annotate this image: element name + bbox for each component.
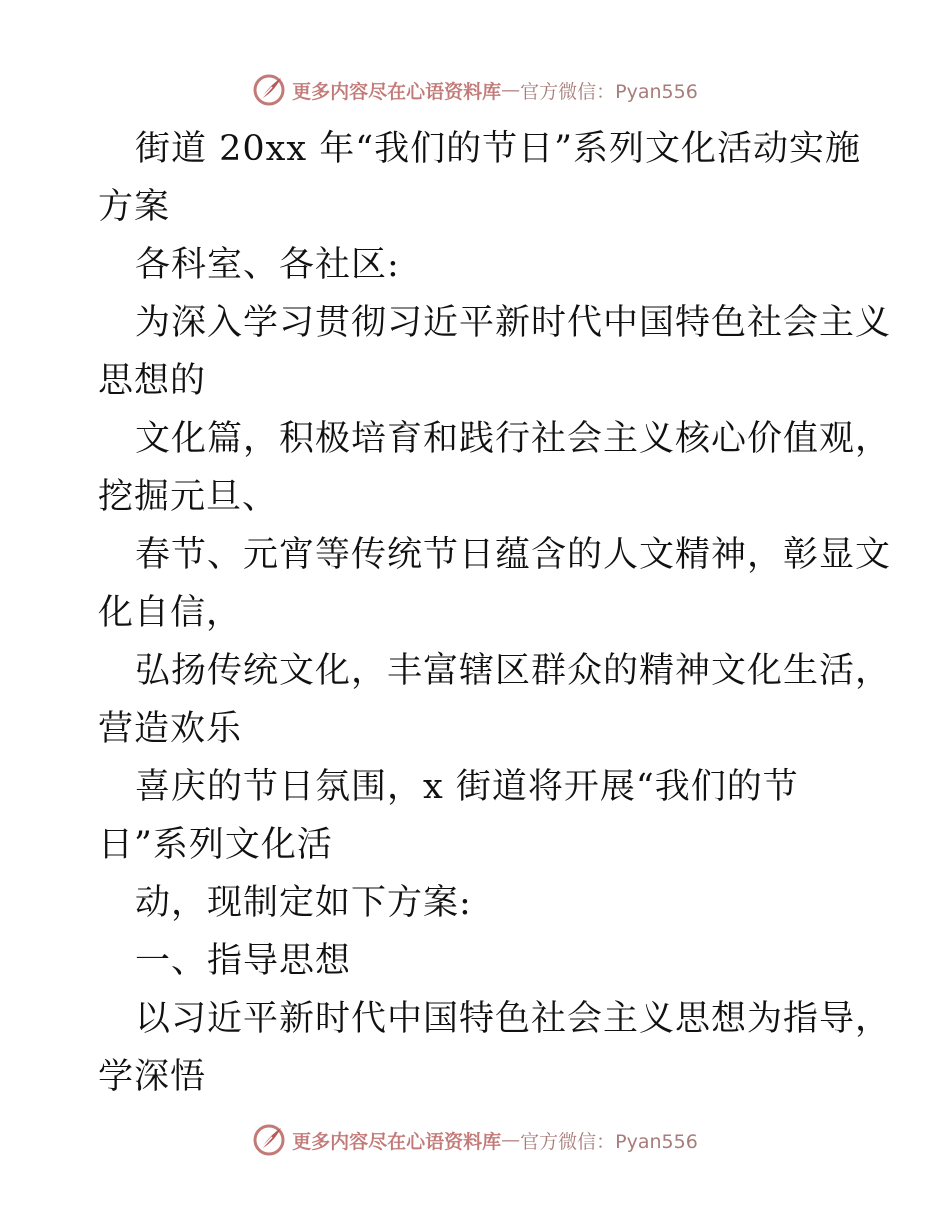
paragraph-line: 弘扬传统文化，丰富辖区群众的精神文化生活， [135, 651, 892, 691]
paragraph-line: 动，现制定如下方案: [135, 883, 472, 923]
header-watermark-banner [0, 70, 950, 110]
paragraph-line: 挖掘元旦、 [98, 477, 279, 517]
paragraph-line: 以习近平新时代中国特色社会主义思想为指导， [135, 999, 892, 1039]
banner-site-text: 更多内容尽在心语资料库 [292, 1130, 502, 1153]
paragraph-line: 化自信， [98, 593, 243, 633]
banner-wechat-text: 官方微信：Pyan556 [520, 1130, 698, 1153]
paragraph-line: 文化篇，积极培育和践行社会主义核心价值观， [135, 419, 892, 459]
paragraph-line: 春节、元宵等传统节日蕴含的人文精神，彰显文 [135, 535, 892, 575]
footer-watermark-banner [0, 1120, 950, 1160]
paragraph-line: 方案 [98, 187, 171, 227]
paragraph-line: 一、指导思想 [135, 941, 352, 981]
banner-wechat-text: 官方微信：Pyan556 [520, 80, 698, 103]
banner-dash: — [501, 1129, 521, 1151]
paragraph-line: 各科室、各社区: [135, 245, 400, 285]
feather-pen-circle-icon [252, 73, 286, 107]
paragraph-line: 日”系列文化活 [98, 825, 333, 865]
document-body [98, 120, 892, 1106]
feather-pen-circle-icon [252, 1123, 286, 1157]
paragraph-line: 营造欢乐 [98, 709, 243, 749]
paragraph-line: 思想的 [98, 361, 207, 401]
paragraph-line: 学深悟 [98, 1057, 207, 1097]
paragraph-line: 为深入学习贯彻习近平新时代中国特色社会主义 [135, 303, 892, 343]
paragraph-line: 喜庆的节日氛围，x 街道将开展“我们的节 [135, 767, 799, 807]
banner-dash: — [501, 79, 521, 101]
paragraph-line: 街道 20xx 年“我们的节日”系列文化活动实施 [135, 129, 862, 169]
banner-site-text: 更多内容尽在心语资料库 [292, 80, 502, 103]
